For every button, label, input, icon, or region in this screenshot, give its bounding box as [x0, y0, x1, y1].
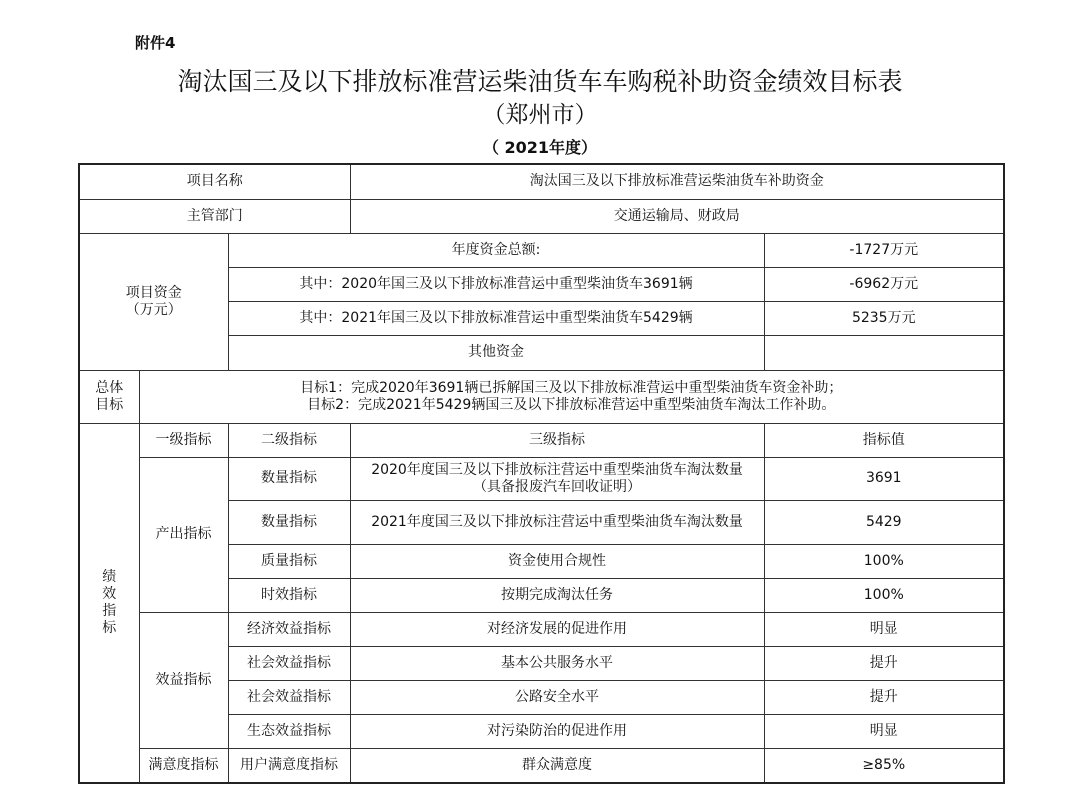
overall-goal-label-line1: 总体	[95, 379, 124, 396]
header-level3: 三级指标	[350, 423, 764, 457]
header-level2: 二级指标	[228, 423, 350, 457]
output-l3-line2: （具备报废汽车回收证明）	[473, 478, 642, 495]
output-indicator-label: 产出指标	[139, 457, 228, 612]
table-row	[79, 748, 1004, 783]
overall-goal-2: 目标2：完成2021年5429辆国三及以下排放标准营运中重型柴油货车淘汰工作补助。	[307, 396, 836, 413]
output-l3: 资金使用合规性	[350, 544, 764, 578]
funds-other-label: 其他资金	[228, 335, 764, 370]
page-subtitle: （郑州市）	[482, 102, 598, 128]
table-row	[79, 199, 1004, 233]
page-title: 淘汰国三及以下排放标准营运柴油货车车购税补助资金绩效目标表	[177, 67, 903, 96]
satisfaction-l2: 用户满意度指标	[228, 748, 350, 783]
overall-goal-label-line2: 目标	[95, 396, 124, 413]
satisfaction-value: ≥85%	[764, 748, 1004, 783]
project-name-label: 项目名称	[79, 164, 350, 199]
output-l3: 按期完成淘汰任务	[350, 578, 764, 612]
output-l2: 数量指标	[228, 457, 350, 500]
benefit-l3: 对污染防治的促进作用	[350, 714, 764, 748]
table-row	[79, 370, 1004, 423]
funds-label-line2: （万元）	[125, 301, 182, 318]
benefit-l2: 经济效益指标	[228, 612, 350, 646]
funds-2020-label: 其中：2020年国三及以下排放标准营运中重型柴油货车3691辆	[228, 267, 764, 301]
benefit-l2: 社会效益指标	[228, 680, 350, 714]
funds-label-line1: 项目资金	[125, 284, 182, 301]
table-row	[79, 612, 1004, 646]
table-row	[79, 423, 1004, 457]
performance-indicator-label	[79, 423, 139, 783]
funds-2020-value: -6962万元	[764, 267, 1004, 301]
benefit-indicator-label: 效益指标	[139, 612, 228, 748]
benefit-l2: 生态效益指标	[228, 714, 350, 748]
perf-label-char: 指	[102, 602, 117, 619]
overall-goals	[139, 370, 1004, 423]
header-level1: 一级指标	[139, 423, 228, 457]
satisfaction-indicator-label: 满意度指标	[139, 748, 228, 783]
benefit-l3: 基本公共服务水平	[350, 646, 764, 680]
benefit-value: 提升	[764, 646, 1004, 680]
performance-target-table	[78, 163, 1005, 784]
benefit-l3: 对经济发展的促进作用	[350, 612, 764, 646]
funds-total-value: -1727万元	[764, 233, 1004, 267]
perf-label-char: 绩	[102, 568, 117, 585]
overall-goal-label	[79, 370, 139, 423]
funds-other-value	[764, 335, 1004, 370]
funds-2021-label: 其中：2021年国三及以下排放标准营运中重型柴油货车5429辆	[228, 301, 764, 335]
output-l3	[350, 457, 764, 500]
output-l3: 2021年度国三及以下排放标注营运中重型柴油货车淘汰数量	[350, 500, 764, 544]
benefit-l2: 社会效益指标	[228, 646, 350, 680]
funds-label	[79, 233, 228, 370]
output-l2: 质量指标	[228, 544, 350, 578]
header-value: 指标值	[764, 423, 1004, 457]
output-value: 100%	[764, 544, 1004, 578]
benefit-value: 提升	[764, 680, 1004, 714]
funds-2021-value: 5235万元	[764, 301, 1004, 335]
output-value: 100%	[764, 578, 1004, 612]
output-l2: 时效指标	[228, 578, 350, 612]
benefit-value: 明显	[764, 714, 1004, 748]
benefit-value: 明显	[764, 612, 1004, 646]
attachment-label: 附件4	[135, 34, 176, 52]
project-name-value: 淘汰国三及以下排放标准营运柴油货车补助资金	[350, 164, 1004, 199]
satisfaction-l3: 群众满意度	[350, 748, 764, 783]
department-value: 交通运输局、财政局	[350, 199, 1004, 233]
output-value: 5429	[764, 500, 1004, 544]
output-l3-line1: 2020年度国三及以下排放标注营运中重型柴油货车淘汰数量	[371, 461, 743, 478]
table-row	[79, 164, 1004, 199]
output-l2: 数量指标	[228, 500, 350, 544]
perf-label-char: 标	[102, 619, 117, 636]
output-value: 3691	[764, 457, 1004, 500]
table-row	[79, 233, 1004, 267]
department-label: 主管部门	[79, 199, 350, 233]
funds-total-label: 年度资金总额:	[228, 233, 764, 267]
table-row	[79, 457, 1004, 500]
benefit-l3: 公路安全水平	[350, 680, 764, 714]
perf-label-char: 效	[102, 585, 117, 602]
overall-goal-1: 目标1：完成2020年3691辆已拆解国三及以下排放标准营运中重型柴油货车资金补助；	[300, 379, 843, 396]
year-label: （ 2021年度）	[482, 138, 598, 157]
